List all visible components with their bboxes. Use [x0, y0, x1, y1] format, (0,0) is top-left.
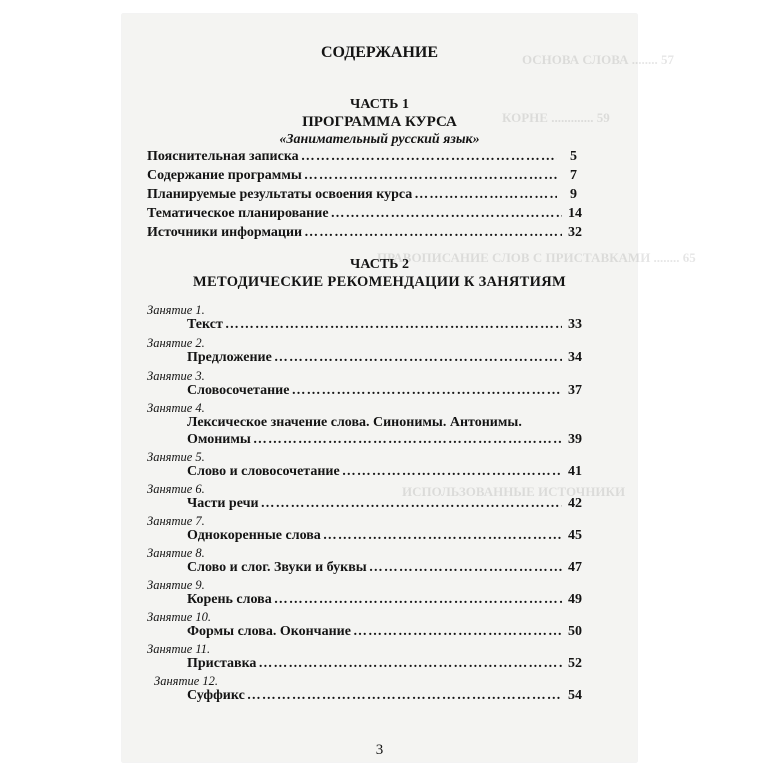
toc-entry-page: 41 — [568, 464, 582, 479]
leader-dots — [247, 688, 562, 704]
toc-entry-title: Слово и слог. Звуки и буквы — [187, 560, 367, 575]
toc-entry[interactable] — [187, 528, 582, 544]
toc-entry-title: Предложение — [187, 350, 272, 365]
lesson-label: Занятие 4. — [147, 401, 205, 415]
lesson-label: Занятие 5. — [147, 450, 205, 464]
toc-entry-page: 32 — [568, 225, 582, 240]
toc-entry-page: 34 — [568, 350, 582, 365]
leader-dots — [323, 528, 562, 544]
toc-entry[interactable] — [147, 206, 582, 222]
toc-entry-page: 33 — [568, 317, 582, 332]
toc-entry[interactable] — [147, 187, 577, 203]
leader-dots — [369, 560, 562, 576]
toc-entry-title: Приставка — [187, 656, 257, 671]
toc-entry-title: Слово и словосочетание — [187, 464, 340, 479]
lesson-label: Занятие 2. — [147, 336, 205, 350]
leader-dots — [304, 168, 557, 184]
toc-entry-page: 42 — [568, 496, 582, 511]
lesson-label: Занятие 3. — [147, 369, 205, 383]
toc-entry[interactable] — [187, 432, 582, 448]
leader-dots — [225, 317, 562, 333]
toc-entry-title: Пояснительная записка — [147, 149, 299, 164]
toc-entry-page: 54 — [568, 688, 582, 703]
page-number: 3 — [375, 742, 384, 758]
toc-entry[interactable] — [187, 317, 582, 333]
toc-entry-title: Источники информации — [147, 225, 303, 240]
toc-entry[interactable] — [147, 168, 577, 184]
bleed-through-text: ИСПОЛЬЗОВАННЫЕ ИСТОЧНИКИ — [402, 484, 626, 499]
toc-entry-page: 47 — [568, 560, 582, 575]
part1-label: ЧАСТЬ 1 — [350, 97, 409, 112]
toc-entry-title: Тематическое планирование — [147, 206, 329, 221]
toc-entry-page: 5 — [570, 149, 577, 164]
toc-entry-page: 14 — [568, 206, 582, 221]
book-page — [122, 14, 696, 762]
toc-entry-page: 45 — [568, 528, 582, 543]
toc-entry-page: 7 — [570, 168, 577, 183]
lesson-label: Занятие 8. — [147, 546, 205, 560]
leader-dots — [291, 383, 562, 399]
toc-entry[interactable] — [187, 383, 582, 399]
bleed-through-text: ОСНОВА СЛОВА ........ 57 — [522, 52, 674, 67]
toc-entry[interactable] — [187, 464, 582, 480]
lesson-label: Занятие 1. — [147, 303, 205, 317]
toc-entry-page: 39 — [568, 432, 582, 447]
toc-entry-title: Однокоренные слова — [187, 528, 321, 543]
toc-entry-page: 52 — [568, 656, 582, 671]
toc-entry[interactable] — [187, 688, 582, 704]
toc-entry-title: Содержание программы — [147, 168, 302, 183]
toc-entry[interactable] — [187, 656, 582, 672]
toc-entry-title: Корень слова — [187, 592, 272, 607]
toc-entry[interactable] — [147, 149, 577, 165]
leader-dots — [342, 464, 562, 480]
leader-dots — [331, 206, 562, 222]
leader-dots — [261, 496, 562, 512]
toc-entry-title: Суффикс — [187, 688, 245, 703]
toc-entry[interactable] — [187, 624, 582, 640]
toc-entry[interactable] — [187, 560, 582, 576]
leader-dots — [414, 187, 557, 203]
toc-entry-title: Словосочетание — [187, 383, 290, 398]
toc-entry-page: 9 — [570, 187, 577, 202]
lesson-label: Занятие 7. — [147, 514, 205, 528]
toc-entry[interactable] — [187, 592, 582, 608]
toc-entry-title: Омонимы — [187, 432, 251, 447]
toc-entry[interactable] — [187, 350, 582, 366]
lesson-label: Занятие 10. — [147, 610, 212, 624]
toc-entry-title: Части речи — [187, 496, 259, 511]
lesson-label: Занятие 9. — [147, 578, 205, 592]
toc-entry-page: 37 — [568, 383, 582, 398]
leader-dots — [274, 592, 562, 608]
toc-entry-title-line1: Лексическое значение слова. Синонимы. Антонимы. — [187, 415, 522, 430]
leader-dots — [258, 656, 562, 672]
leader-dots — [274, 350, 562, 366]
part1-subtitle: «Занимательный русский язык» — [279, 132, 480, 147]
part2-label: ЧАСТЬ 2 — [350, 257, 409, 272]
leader-dots — [253, 432, 562, 448]
part1-title: ПРОГРАММА КУРСА — [302, 114, 457, 130]
lesson-label: Занятие 6. — [147, 482, 205, 496]
leader-dots — [301, 149, 557, 165]
part2-title: МЕТОДИЧЕСКИЕ РЕКОМЕНДАЦИИ К ЗАНЯТИЯМ — [193, 274, 566, 290]
toc-entry-title: Планируемые результаты освоения курса — [147, 187, 413, 202]
leader-dots — [353, 624, 562, 640]
toc-entry-page: 50 — [568, 624, 582, 639]
bleed-through-text: КОРНЕ ............. 59 — [502, 110, 610, 125]
lesson-label: Занятие 11. — [147, 642, 211, 656]
lesson-label: Занятие 12. — [154, 674, 219, 688]
bleed-through-text: ПРАВОПИСАНИЕ СЛОВ С ПРИСТАВКАМИ ........ 65 — [377, 250, 696, 265]
toc-entry-title: Формы слова. Окончание — [187, 624, 351, 639]
toc-entry[interactable] — [187, 496, 582, 512]
contents-title: СОДЕРЖАНИЕ — [320, 44, 439, 61]
toc-entry-title: Текст — [187, 317, 223, 332]
toc-entry[interactable] — [147, 225, 582, 241]
toc-entry-page: 49 — [568, 592, 582, 607]
leader-dots — [304, 225, 562, 241]
